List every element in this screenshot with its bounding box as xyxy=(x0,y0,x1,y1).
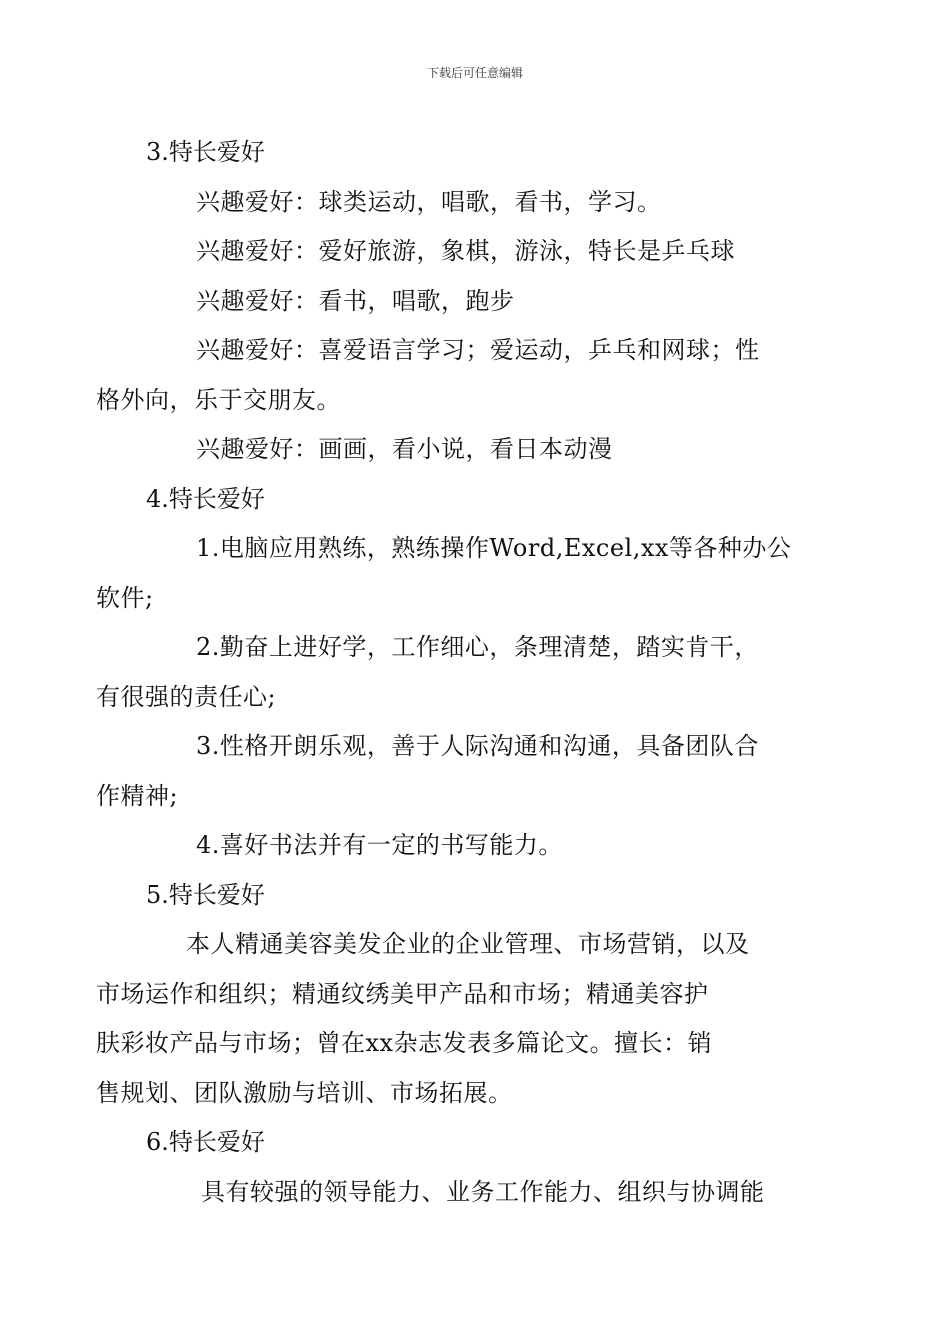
page-header: 下载后可任意编辑 xyxy=(426,66,523,80)
paragraph xyxy=(146,1168,806,1218)
paragraph-line: 本人精通美容美发企业的企业管理、市场营销，以及 xyxy=(186,930,750,958)
paragraph xyxy=(146,277,806,327)
paragraph-line: 3.性格开朗乐观，善于人际沟通和沟通，具备团队合 xyxy=(196,732,759,760)
paragraph-line: 兴趣爱好：画画，看小说，看日本动漫 xyxy=(196,435,613,463)
paragraph-line: 市场运作和组织；精通纹绣美甲产品和市场；精通美容护 xyxy=(96,979,709,1008)
paragraph-line: 具有较强的领导能力、业务工作能力、组织与协调能 xyxy=(201,1177,765,1206)
paragraph xyxy=(96,623,806,722)
section-heading: 5.特长爱好 xyxy=(146,880,265,909)
paragraph-line: 兴趣爱好：喜爱语言学习；爱运动，乒乓和网球；性 xyxy=(196,336,760,364)
paragraph-line: 有很强的责任心; xyxy=(96,682,277,711)
paragraph-line: 1.电脑应用熟练，熟练操作Word,Excel,xx等各种办公 xyxy=(196,534,792,562)
paragraph-line: 4.喜好书法并有一定的书写能力。 xyxy=(196,831,563,859)
paragraph xyxy=(96,920,806,1118)
paragraph-line: 肤彩妆产品与市场；曾在xx杂志发表多篇论文。擅长：销 xyxy=(96,1029,713,1057)
paragraph-line: 软件; xyxy=(96,583,154,612)
section-heading: 4.特长爱好 xyxy=(146,484,265,513)
paragraph xyxy=(146,227,806,277)
paragraph xyxy=(96,326,806,425)
paragraph-line: 兴趣爱好：球类运动，唱歌，看书，学习。 xyxy=(196,187,662,216)
paragraph xyxy=(146,425,806,475)
paragraph xyxy=(146,178,806,228)
paragraph-line: 格外向，乐于交朋友。 xyxy=(96,385,341,414)
paragraph-line: 2.勤奋上进好学，工作细心，条理清楚，踏实肯干， xyxy=(196,633,759,661)
paragraph-line: 售规划、团队激励与培训、市场拓展。 xyxy=(96,1078,513,1107)
paragraph-line: 兴趣爱好：爱好旅游，象棋，游泳，特长是乒乓球 xyxy=(196,237,735,265)
paragraph xyxy=(96,524,806,623)
section-heading: 3.特长爱好 xyxy=(146,138,265,166)
paragraph xyxy=(96,722,806,821)
section-heading: 6.特长爱好 xyxy=(146,1128,265,1156)
paragraph-line: 作精神; xyxy=(96,781,179,810)
paragraph-line: 兴趣爱好：看书，唱歌，跑步 xyxy=(196,286,515,315)
document-body xyxy=(96,128,806,1217)
paragraph xyxy=(146,821,806,871)
